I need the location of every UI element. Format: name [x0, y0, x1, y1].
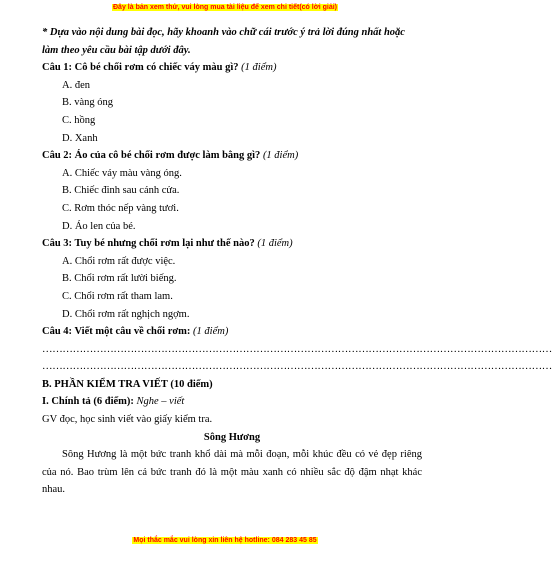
q1-option-d: D. Xanh [62, 132, 98, 144]
bottom-banner [0, 536, 450, 546]
q3-option-b: B. Chổi rơm rất lười biếng. [62, 273, 177, 285]
q1-option-c: C. hồng [62, 114, 96, 126]
chinh-ta-mode: Nghe – viết [136, 396, 185, 408]
question-4 [42, 323, 422, 341]
q3-option-c: C. Chổi rơm rất tham lam. [62, 290, 173, 302]
question-3-label: Câu 3: Tuy bé nhưng chổi rơm lại như thế nào? [42, 238, 255, 250]
question-2 [42, 147, 422, 165]
question-2-label: Câu 2: Áo của cô bé chổi rơm được làm bằng gì? [42, 150, 261, 162]
answer-line-2: …………………………………………………………………………………………………………………………………… [42, 361, 552, 373]
q1-option-a: A. đen [62, 79, 90, 91]
question-4-points: (1 điểm) [193, 326, 229, 338]
poem-title: Sông Hương [203, 431, 261, 443]
q2-option-a: A. Chiếc váy màu vàng óng. [62, 167, 182, 179]
question-3-points: (1 điểm) [257, 238, 293, 250]
q2-option-c: C. Rơm thóc nếp vàng tươi. [62, 202, 179, 214]
question-4-label: Câu 4: Viết một câu về chổi rơm: [42, 326, 191, 338]
question-1-points: (1 điểm) [241, 62, 277, 74]
question-1-label: Câu 1: Cô bé chổi rơm có chiếc váy màu gì? [42, 62, 239, 74]
top-banner-text: Đây là bản xem thử, vui lòng mua tài liệu để xem chi tiết(có lời giải) [113, 4, 337, 11]
question-1 [42, 59, 422, 77]
instruction: * Dựa vào nội dung bài đọc, hãy khoanh vào chữ cái trước ý trả lời đúng nhất hoặc làm theo yêu cầu bài tập dưới đây. [42, 27, 405, 56]
q3-option-d: D. Chổi rơm rất nghịch ngợm. [62, 308, 190, 320]
question-3 [42, 235, 422, 253]
answer-line-1: …………………………………………………………………………………………………………………………………… [42, 343, 552, 355]
document-body [42, 24, 552, 499]
q3-option-a: A. Chổi rơm rất được việc. [62, 255, 176, 267]
q2-option-d: D. Áo len của bé. [62, 220, 136, 232]
chinh-ta-label: I. Chính tả (6 điểm): [42, 396, 134, 408]
q1-option-b: B. vàng óng [62, 97, 114, 109]
section-b-heading: B. PHẦN KIỂM TRA VIẾT (10 điểm) [42, 378, 213, 390]
bottom-banner-text: Mọi thắc mắc vui lòng xin liên hệ hotline: 084 283 45 85 [133, 537, 317, 544]
chinh-ta-note: GV đọc, học sinh viết vào giấy kiểm tra. [42, 414, 213, 426]
q2-option-b: B. Chiếc đinh sau cánh cửa. [62, 185, 180, 197]
top-banner [0, 3, 450, 13]
poem-text: Sông Hương là một bức tranh khổ dài mà mỗi đoạn, mỗi khúc đều có vẻ đẹp riêng của nó. Bao trùm lên cả bức tranh đó là một màu xanh có nhiều sắc độ đậm nhạt khác nhau. [42, 449, 422, 496]
question-2-points: (1 điểm) [262, 150, 299, 162]
chinh-ta-heading [42, 393, 422, 411]
